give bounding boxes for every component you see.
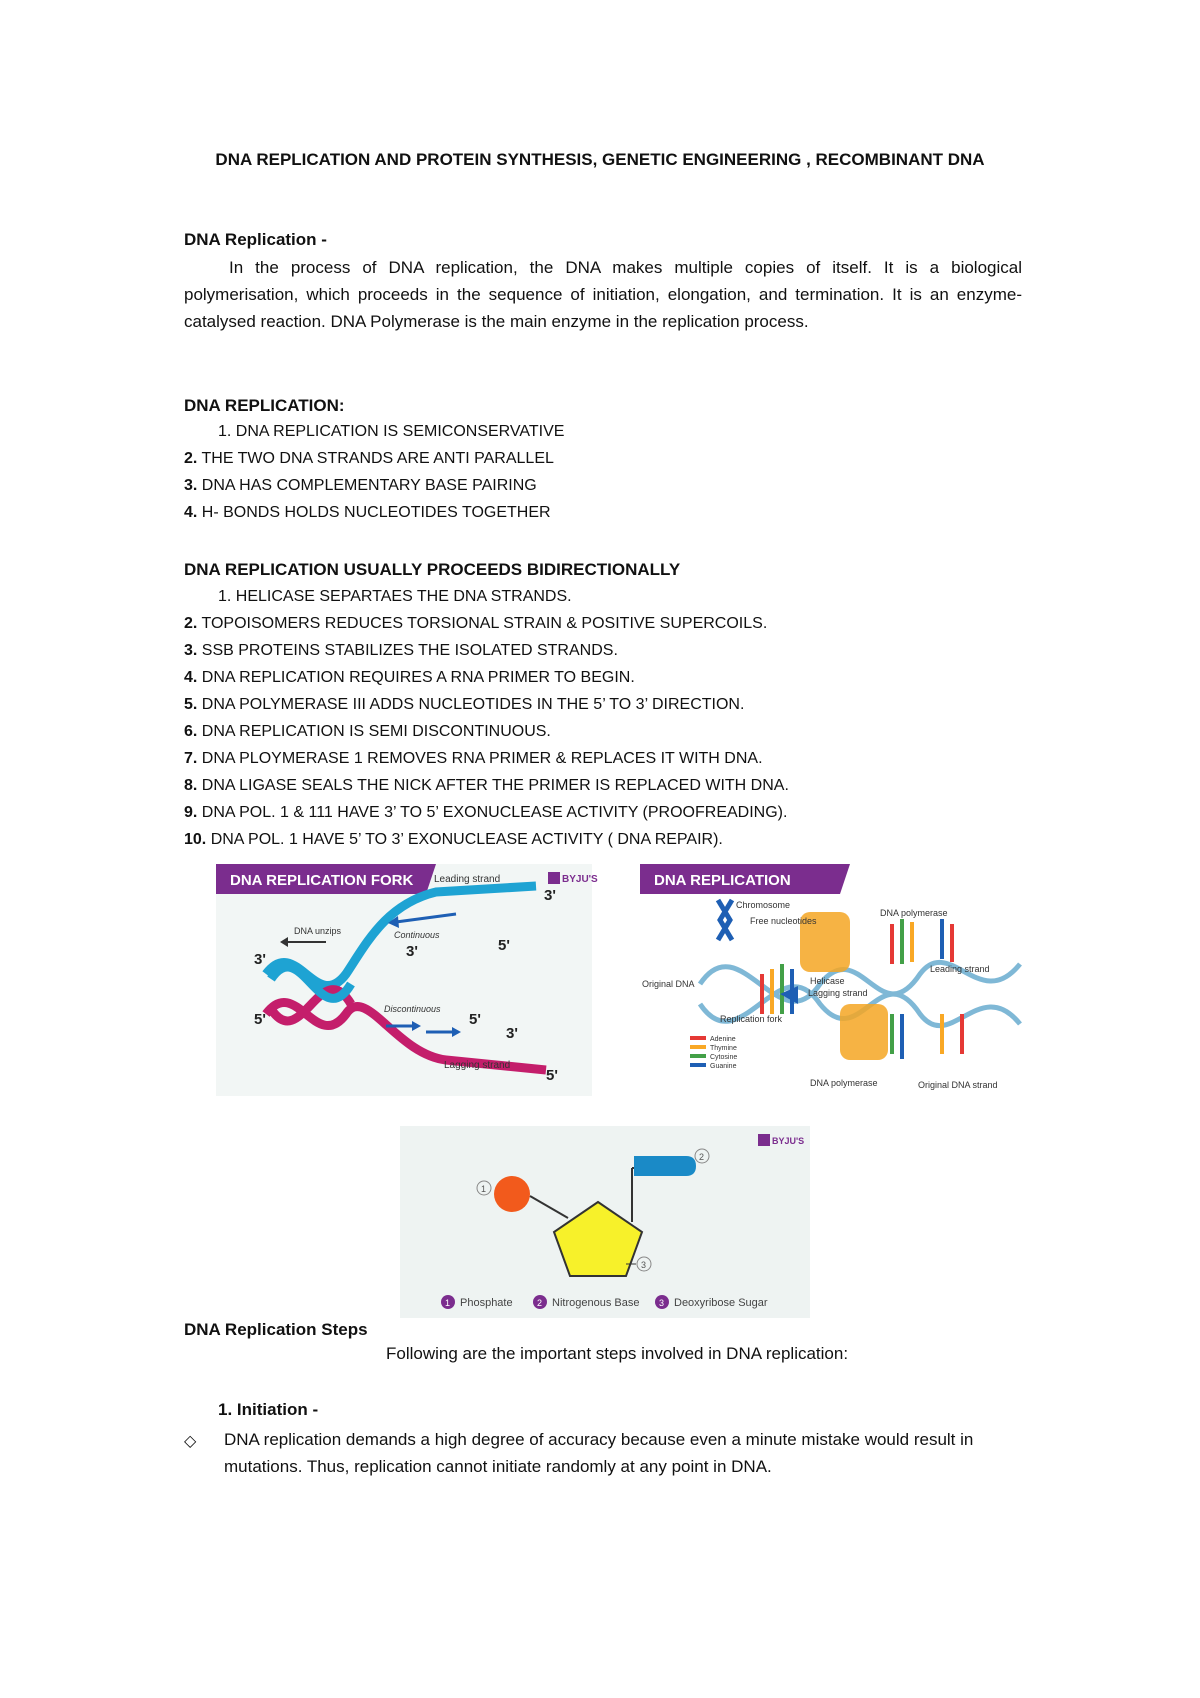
intro-paragraph-text: In the process of DNA replication, the DNA makes multiple copies of itself. It is a biological polymerisation, which proceeds in the sequence of initiation, elongation, and termination. It is an enzyme-catalysed reaction. DNA Polymerase is the main enzyme in the replication process. bbox=[184, 258, 1022, 331]
leading-strand-label: Leading strand bbox=[930, 964, 990, 974]
document-title: DNA REPLICATION AND PROTEIN SYNTHESIS, GENETIC ENGINEERING , RECOMBINANT DNA bbox=[215, 150, 985, 169]
legend-nitrogenous-base: Nitrogenous Base bbox=[552, 1297, 640, 1309]
intro-paragraph bbox=[184, 254, 1022, 335]
list-item: 3. DNA HAS COMPLEMENTARY BASE PAIRING bbox=[184, 477, 537, 494]
guanine-label: Guanine bbox=[710, 1063, 737, 1070]
replication-properties-list bbox=[184, 418, 564, 526]
nuc-logo-text: BYJU'S bbox=[772, 1136, 805, 1146]
end-label-3-mid: 3' bbox=[406, 943, 418, 960]
discontinuous-label: Discontinuous bbox=[384, 1004, 441, 1014]
thymine-swatch bbox=[690, 1045, 706, 1049]
byjus-logo-icon bbox=[758, 1134, 770, 1146]
heading-replication-steps: DNA Replication Steps bbox=[184, 1320, 368, 1339]
marker-1-label: 1 bbox=[481, 1184, 487, 1194]
dna-unzips-label: DNA unzips bbox=[294, 926, 342, 936]
dna-polymerase-bottom-label: DNA polymerase bbox=[810, 1078, 878, 1088]
marker-2-label: 2 bbox=[699, 1152, 705, 1162]
chromosome-label: Chromosome bbox=[736, 900, 791, 910]
list-item: 2. THE TWO DNA STRANDS ARE ANTI PARALLEL bbox=[184, 450, 554, 467]
byjus-logo-icon bbox=[548, 872, 560, 884]
end-label-5-lower: 5' bbox=[469, 1011, 481, 1028]
continuous-label: Continuous bbox=[394, 930, 440, 940]
nucleotide-legend bbox=[441, 1295, 768, 1309]
legend-phosphate: Phosphate bbox=[460, 1297, 513, 1309]
free-nucleotides-label: Free nucleotides bbox=[750, 916, 817, 926]
end-label-3-left: 3' bbox=[254, 951, 266, 968]
list-item: 10. DNA POL. 1 HAVE 5’ TO 3’ EXONUCLEASE ACTIVITY ( DNA REPAIR). bbox=[184, 831, 723, 848]
list-item: 1. DNA REPLICATION IS SEMICONSERVATIVE bbox=[218, 423, 565, 440]
end-label-3-lower: 3' bbox=[506, 1025, 518, 1042]
thymine-label: Thymine bbox=[710, 1045, 737, 1052]
list-item: 5. DNA POLYMERASE III ADDS NUCLEOTIDES IN THE 5’ TO 3’ DIRECTION. bbox=[184, 696, 745, 713]
cytosine-swatch bbox=[690, 1054, 706, 1058]
legend-num-3: 3 bbox=[659, 1298, 665, 1308]
nucleotide-structure-figure bbox=[400, 1126, 810, 1318]
initiation-bullet bbox=[184, 1426, 984, 1480]
cytosine-label: Cytosine bbox=[710, 1054, 738, 1061]
adenine-swatch bbox=[690, 1036, 706, 1040]
dna-replication-fork-figure bbox=[216, 864, 598, 1096]
list-item: 4. H- BONDS HOLDS NUCLEOTIDES TOGETHER bbox=[184, 504, 551, 521]
nitrogenous-base-shape bbox=[634, 1156, 696, 1176]
list-item: 2. TOPOISOMERS REDUCES TORSIONAL STRAIN & POSITIVE SUPERCOILS. bbox=[184, 615, 768, 632]
list-item: 6. DNA REPLICATION IS SEMI DISCONTINUOUS. bbox=[184, 723, 551, 740]
list-item: 4. DNA REPLICATION REQUIRES A RNA PRIMER TO BEGIN. bbox=[184, 669, 635, 686]
marker-3-label: 3 bbox=[641, 1260, 647, 1270]
steps-subtitle: Following are the important steps involved in DNA replication: bbox=[386, 1344, 849, 1363]
end-label-3-top: 3' bbox=[544, 887, 556, 904]
helicase-label: Helicase bbox=[810, 976, 845, 986]
rep-banner-title: DNA REPLICATION bbox=[654, 872, 791, 889]
list-item: 1. HELICASE SEPARTAES THE DNA STRANDS. bbox=[218, 588, 572, 605]
end-label-5-left: 5' bbox=[254, 1011, 266, 1028]
original-dna-strand-label: Original DNA strand bbox=[918, 1080, 998, 1090]
guanine-swatch bbox=[690, 1063, 706, 1067]
fork-banner-title: DNA REPLICATION FORK bbox=[230, 872, 414, 889]
list-item: 7. DNA PLOYMERASE 1 REMOVES RNA PRIMER & REPLACES IT WITH DNA. bbox=[184, 750, 763, 767]
end-label-5-bottom: 5' bbox=[546, 1067, 558, 1084]
list-item: 9. DNA POL. 1 & 111 HAVE 3’ TO 5’ EXONUCLEASE ACTIVITY (PROOFREADING). bbox=[184, 804, 788, 821]
replication-fork-label: Replication fork bbox=[720, 1014, 783, 1024]
list-item: 8. DNA LIGASE SEALS THE NICK AFTER THE PRIMER IS REPLACED WITH DNA. bbox=[184, 777, 789, 794]
diamond-bullet-icon: ◇ bbox=[184, 1433, 197, 1450]
heading-bidirectional: DNA REPLICATION USUALLY PROCEEDS BIDIRECTIONALLY bbox=[184, 560, 681, 579]
bidirectional-steps-list bbox=[184, 583, 789, 853]
lagging-strand-label: Lagging strand bbox=[444, 1060, 511, 1071]
end-label-5-mid: 5' bbox=[498, 937, 510, 954]
leading-strand-label: Leading strand bbox=[434, 874, 501, 885]
lagging-strand-label: Lagging strand bbox=[808, 988, 868, 998]
adenine-label: Adenine bbox=[710, 1036, 736, 1043]
phosphate-circle bbox=[494, 1176, 530, 1212]
initiation-heading: 1. Initiation - bbox=[218, 1400, 319, 1419]
list-item: 3. SSB PROTEINS STABILIZES THE ISOLATED STRANDS. bbox=[184, 642, 618, 659]
polymerase-bottom-shape bbox=[840, 1004, 888, 1060]
legend-num-2: 2 bbox=[537, 1298, 543, 1308]
heading-dna-replication-list: DNA REPLICATION: bbox=[184, 396, 345, 415]
dna-polymerase-top-label: DNA polymerase bbox=[880, 908, 948, 918]
heading-dna-replication: DNA Replication - bbox=[184, 230, 327, 249]
legend-deoxyribose-sugar: Deoxyribose Sugar bbox=[674, 1297, 768, 1309]
fork-logo-text: BYJU'S bbox=[562, 874, 598, 885]
legend-num-1: 1 bbox=[445, 1298, 451, 1308]
dna-replication-figure bbox=[640, 864, 1028, 1096]
original-dna-label: Original DNA bbox=[642, 979, 695, 989]
initiation-bullet-text: DNA replication demands a high degree of accuracy because even a minute mistake would result in mutations. Thus, replication cannot initiate randomly at any point in DNA. bbox=[224, 1430, 974, 1476]
